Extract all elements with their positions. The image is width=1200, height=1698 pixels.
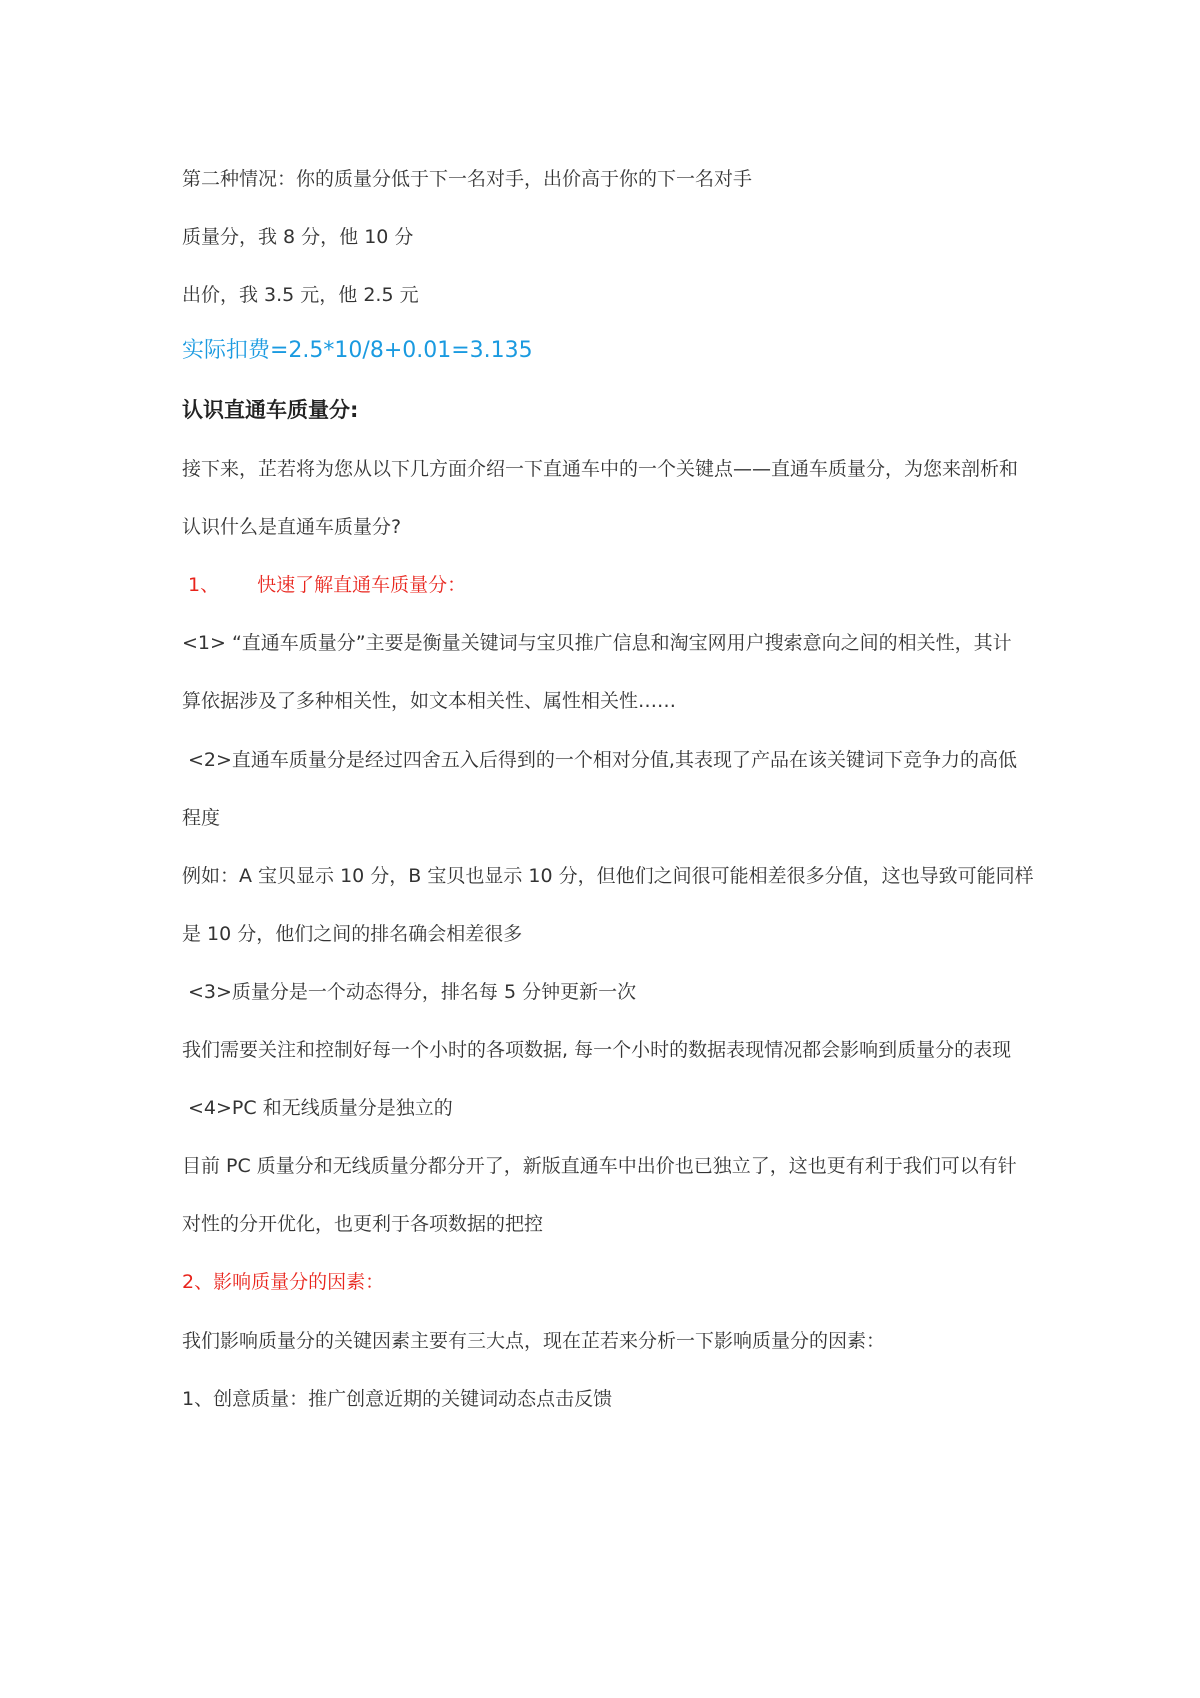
point-4: <4>PC 和无线质量分是独立的 <box>188 1097 453 1119</box>
subheading-number: 1、 <box>188 574 220 596</box>
subheading-quick-understanding <box>188 570 1048 600</box>
factors-intro: 我们影响质量分的关键因素主要有三大点，现在芷若来分析一下影响质量分的因素： <box>182 1330 886 1352</box>
factor-1-creative-quality: 1、创意质量：推广创意近期的关键词动态点击反馈 <box>182 1388 613 1410</box>
point-2-line-2: 程度 <box>182 807 221 829</box>
bid-comparison: 出价，我 3.5 元，他 2.5 元 <box>182 284 419 306</box>
intro-paragraph-line-2: 认识什么是直通车质量分? <box>182 516 402 538</box>
point-2-line-1: <2>直通车质量分是经过四舍五入后得到的一个相对分值,其表现了产品在该关键词下竞争力的高低 <box>188 749 1017 771</box>
example-line-1: 例如：A 宝贝显示 10 分，B 宝贝也显示 10 分，但他们之间很可能相差很多分值，这也导致可能同样 <box>182 865 1034 887</box>
actual-charge-formula: 实际扣费=2.5*10/8+0.01=3.135 <box>182 338 533 363</box>
intro-paragraph-line-1: 接下来，芷若将为您从以下几方面介绍一下直通车中的一个关键点——直通车质量分，为您来剖析和 <box>182 458 1019 480</box>
section-title-know-quality-score: 认识直通车质量分: <box>182 398 359 422</box>
point-4-explanation-line-1: 目前 PC 质量分和无线质量分都分开了，新版直通车中出价也已独立了，这也更有利于我们可以有针 <box>182 1155 1017 1177</box>
quality-score-comparison: 质量分，我 8 分，他 10 分 <box>182 226 414 248</box>
point-3: <3>质量分是一个动态得分，排名每 5 分钟更新一次 <box>188 981 637 1003</box>
case-two-description: 第二种情况：你的质量分低于下一名对手，出价高于你的下一名对手 <box>182 168 753 190</box>
point-4-explanation-line-2: 对性的分开优化，也更利于各项数据的把控 <box>182 1213 544 1235</box>
point-1-line-1: <1> “直通车质量分”主要是衡量关键词与宝贝推广信息和淘宝网用户搜索意向之间的相关性，其计 <box>182 632 1012 654</box>
example-line-2: 是 10 分，他们之间的排名确会相差很多 <box>182 923 523 945</box>
subheading-text: 快速了解直通车质量分： <box>257 574 467 596</box>
point-3-explanation: 我们需要关注和控制好每一个小时的各项数据, 每一个小时的数据表现情况都会影响到质量分的表现 <box>182 1039 1012 1061</box>
point-1-line-2: 算依据涉及了多种相关性，如文本相关性、属性相关性…… <box>182 690 677 712</box>
subheading-influencing-factors: 2、影响质量分的因素： <box>182 1271 385 1293</box>
